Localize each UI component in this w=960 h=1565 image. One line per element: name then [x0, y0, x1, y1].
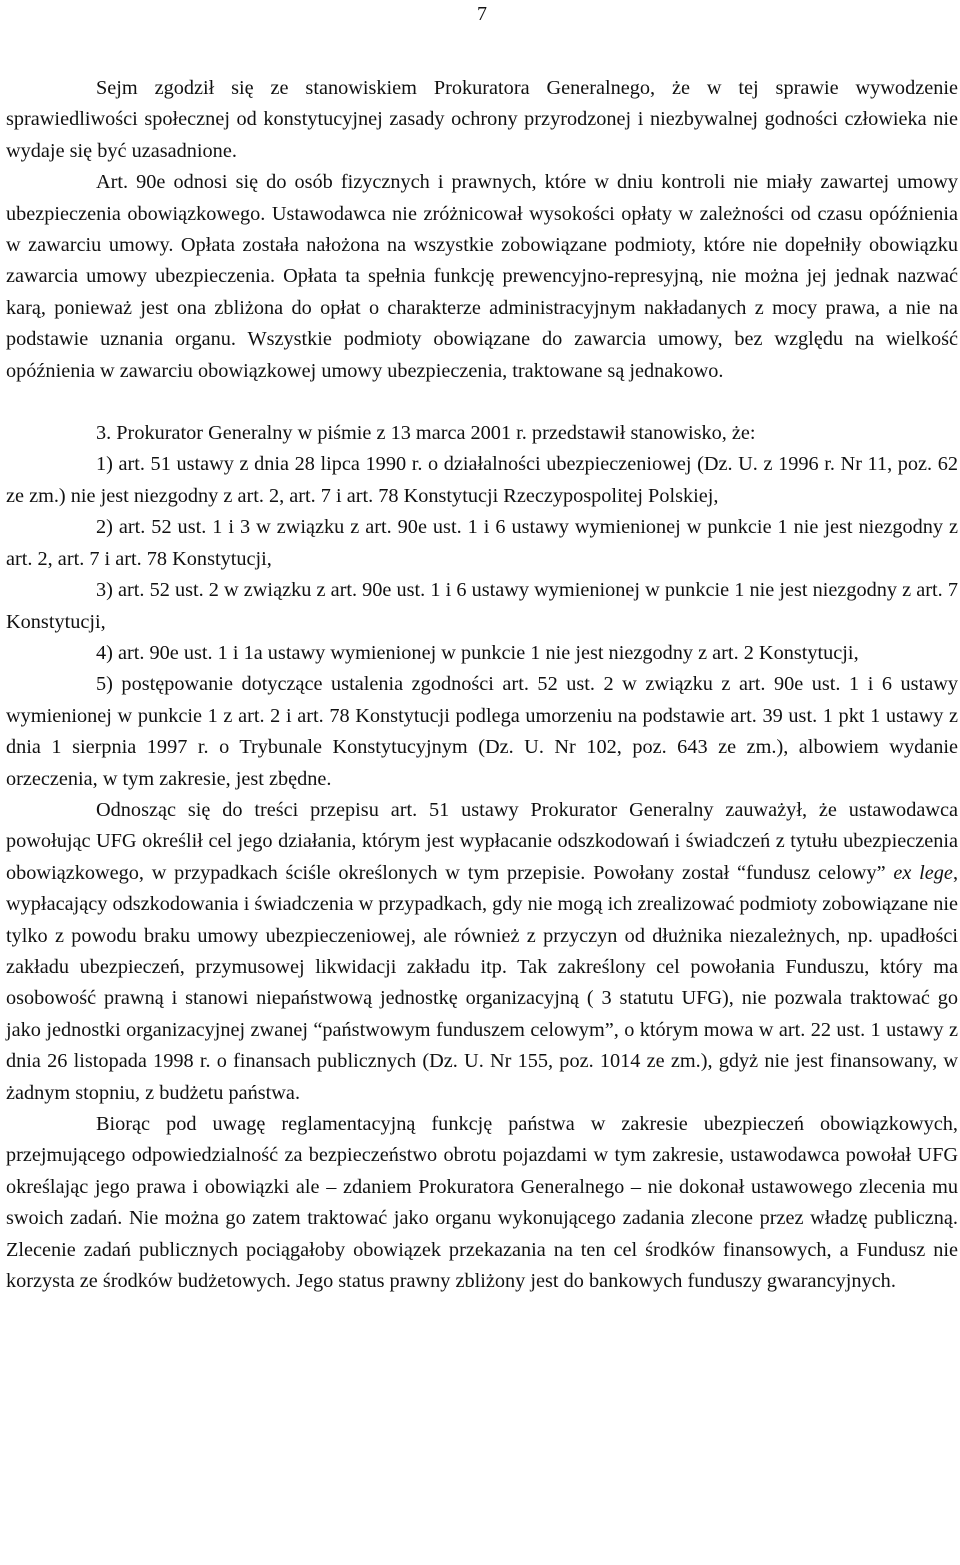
- list-item-3: 3) art. 52 ust. 2 w związku z art. 90e ust. 1 i 6 ustawy wymienionej w punkcie 1 nie jest niezgodny z art. 7 Konstytucji,: [6, 579, 958, 633]
- paragraph-ufg-purpose: [6, 795, 958, 1109]
- page-number: 7: [477, 3, 487, 25]
- document-body: [6, 73, 958, 1297]
- paragraph-gap: [6, 387, 958, 418]
- paragraph-ufg-purpose-part-a: Odnosząc się do treści przepisu art. 51 ustawy Prokurator Generalny zauważył, że ustawodawca powołując UFG określił cel jego działania, którym jest wypłacanie odszkodowań i świadczeń z tytułu ubezpieczenia obowiązkowego, w przypadkach ściśle określonych w tym przepisie. Powołany został “fundusz celowy”: [6, 798, 958, 884]
- list-item-5: 5) postępowanie dotyczące ustalenia zgodności art. 52 ust. 2 w związku z art. 90e ust. 1 i 6 ustawy wymienionej w punkcie 1 z art. 2 i art. 78 Konstytucji podlega umorzeniu na podstawie art. 39 ust. 1 pkt 1 ustawy z dnia 1 sierpnia 1997 r. o Trybunale Konstytucyjnym (Dz. U. Nr 102, poz. 643 ze zm.), albowiem wydanie orzeczenia, w tym zakresie, jest zbędne.: [6, 673, 958, 790]
- list-item-4: 4) art. 90e ust. 1 i 1a ustawy wymienionej w punkcie 1 nie jest niezgodny z art. 2 Konstytucji,: [96, 641, 859, 664]
- list-item-1: 1) art. 51 ustawy z dnia 28 lipca 1990 r. o działalności ubezpieczeniowej (Dz. U. z 1996 r. Nr 11, poz. 62 ze zm.) nie jest niezgodny z art. 2, art. 7 i art. 78 Konstytucji Rzeczypospolitej Polskiej,: [6, 453, 958, 507]
- latin-term-ex-lege: ex lege: [893, 861, 953, 884]
- paragraph-sejm-position: Sejm zgodził się ze stanowiskiem Prokuratora Generalnego, że w tej sprawie wywodzenie sprawiedliwości społecznej od konstytucyjnej zasady ochrony przyrodzonej i niezbywalnej godności człowieka nie wydaje się być uzasadnione.: [6, 77, 958, 162]
- paragraph-state-function: Biorąc pod uwagę reglamentacyjną funkcję państwa w zakresie ubezpieczeń obowiązkowych, przejmującego odpowiedzialność za bezpieczeństwo obrotu pojazdami w tym zakresie, ustawodawca powołał UFG określając jego prawa i obowiązki ale – zdaniem Prokuratora Generalnego – nie dokonał ustawowego zlecenia mu swoich zadań. Nie można go zatem traktować jako organu wykonującego zadania zlecone przez władzę publiczną. Zlecenie zadań publicznych pociągałoby obowiązek przekazania na ten cel środków finansowych, a Fundusz nie korzysta ze środków budżetowych. Jego status prawny zbliżony jest do bankowych funduszy gwarancyjnych.: [6, 1113, 958, 1293]
- paragraph-art-90e: Art. 90e odnosi się do osób fizycznych i prawnych, które w dniu kontroli nie miały zawartej umowy ubezpieczenia obowiązkowego. Ustawodawca nie zróżnicował wysokości opłaty w zależności od czasu opóźnienia w zawarciu umowy. Opłata została nałożona na wszystkie zobowiązane podmioty, które nie dopełniły obowiązku zawarcia umowy ubezpieczenia. Opłata ta spełnia funkcję prewencyjno-represyjną, nie można jej jednak nazwać karą, ponieważ jest ona zbliżona do opłat o charakterze administracyjnym nakładanych z mocy prawa, a nie na podstawie uznania organu. Wszystkie podmioty obowiązane do zawarcia umowy, bez względu na wielkość opóźnienia w zawarciu obowiązkowej umowy ubezpieczenia, traktowane są jednakowo.: [6, 171, 958, 382]
- paragraph-ufg-purpose-part-b: , wypłacający odszkodowania i świadczenia w przypadkach, gdy nie mogą ich zrealizować podmioty zobowiązane nie tylko z powodu braku umowy ubezpieczeniowej, ale również z przyczyn od dłużnika niezależnych, np. upadłości zakładu ubezpieczeń, przymusowej likwidacji zakładu itp. Tak zakreślony cel powołania Funduszu, który ma osobowość prawną i stanowi niepaństwową jednostkę organizacyjną ( 3 statutu UFG), nie pozwala traktować go jako jednostki organizacyjnej zwanej “państwowym funduszem celowym”, o którym mowa w art. 22 ust. 1 ustawy z dnia 26 listopada 1998 r. o finansach publicznych (Dz. U. Nr 155, poz. 1014 ze zm.), gdyż nie jest finansowany, w żadnym stopniu, z budżetu państwa.: [6, 861, 959, 1104]
- paragraph-prosecutor-intro: 3. Prokurator Generalny w piśmie z 13 marca 2001 r. przedstawił stanowisko, że:: [96, 422, 756, 445]
- list-item-2: 2) art. 52 ust. 1 i 3 w związku z art. 90e ust. 1 i 6 ustawy wymienionej w punkcie 1 nie jest niezgodny z art. 2, art. 7 i art. 78 Konstytucji,: [6, 516, 958, 570]
